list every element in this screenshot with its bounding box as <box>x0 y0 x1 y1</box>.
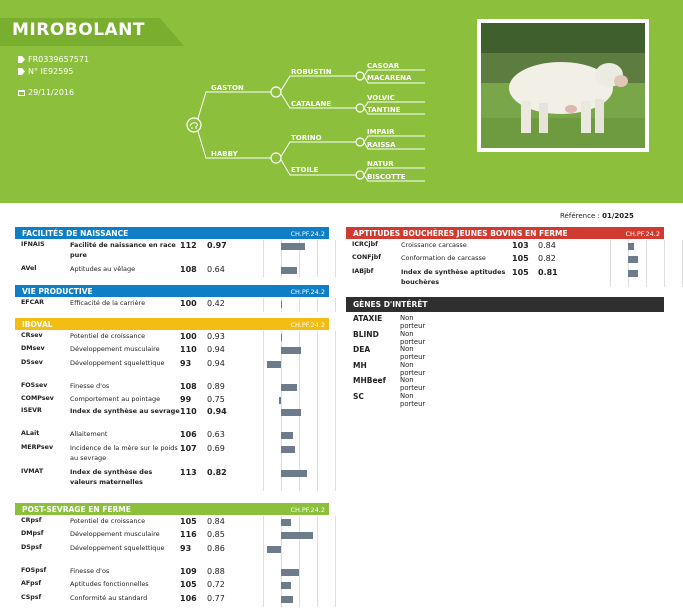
scale-tick <box>335 331 336 344</box>
reference: Référence : 01/2025 <box>560 212 634 220</box>
scale-tick <box>299 443 300 467</box>
index-value: 93 <box>180 544 192 553</box>
scale-tick <box>335 467 336 491</box>
scale-tick <box>317 516 318 529</box>
scale-tick <box>299 516 300 529</box>
index-label: Index de synthèse au sevrage <box>70 407 180 415</box>
scale-tick <box>263 394 264 406</box>
scale-tick <box>335 543 336 566</box>
index-label: Comportement au pointage <box>70 395 161 403</box>
index-row <box>15 543 329 566</box>
index-code: CRpsf <box>21 517 42 524</box>
index-value: 108 <box>180 382 197 391</box>
index-value: 105 <box>180 517 197 526</box>
gene-status: Non porteur <box>400 329 426 346</box>
index-bar <box>281 347 301 354</box>
index-code: EFCAR <box>21 299 44 306</box>
index-bar-scale <box>263 298 357 312</box>
index-value: 99 <box>180 395 192 404</box>
index-row <box>15 406 329 429</box>
scale-tick <box>317 543 318 566</box>
scale-tick <box>317 593 318 607</box>
index-row <box>15 429 329 443</box>
index-bar <box>281 301 282 308</box>
index-value: 109 <box>180 567 197 576</box>
index-code: AFpsf <box>21 580 42 587</box>
index-cd: 0.82 <box>538 254 556 263</box>
index-cd: 0.89 <box>207 382 225 391</box>
index-label: Croissance carcasse <box>401 241 467 249</box>
index-bar-scale <box>263 516 357 529</box>
index-value: 113 <box>180 468 197 477</box>
index-label: Index de synthèse des valeurs maternelles <box>70 468 153 486</box>
index-bar-scale <box>263 358 357 381</box>
gene-status: Non porteur <box>400 314 426 330</box>
scale-tick <box>335 429 336 443</box>
scale-tick <box>335 529 336 543</box>
scale-tick <box>335 516 336 529</box>
index-value: 100 <box>180 332 197 341</box>
gene-name: MH <box>353 360 367 370</box>
scale-tick <box>335 579 336 593</box>
pedigree-sire-dam: CATALANE <box>291 100 332 108</box>
scale-tick <box>317 467 318 491</box>
index-bar-scale <box>263 566 357 579</box>
scale-tick <box>263 298 264 312</box>
index-value: 103 <box>512 241 529 250</box>
index-row <box>15 358 329 381</box>
scale-tick <box>317 429 318 443</box>
gene-name: SC <box>353 392 364 401</box>
index-value: 105 <box>512 254 529 263</box>
index-cd: 0.94 <box>207 407 227 416</box>
scale-tick <box>263 381 264 394</box>
index-cd: 0.63 <box>207 430 225 439</box>
index-row <box>15 331 329 344</box>
scale-tick <box>299 566 300 579</box>
index-row <box>346 240 660 253</box>
scale-tick <box>646 267 647 287</box>
index-bar-scale <box>263 406 357 429</box>
index-row <box>15 240 329 264</box>
scale-tick <box>664 240 665 253</box>
scale-tick <box>263 579 264 593</box>
section-vie-header: VIE PRODUCTIVE CH.PF.24.2 <box>15 285 329 297</box>
scale-tick <box>299 429 300 443</box>
index-value: 100 <box>180 299 197 308</box>
index-label: Facilité de naissance en race pure <box>70 241 176 259</box>
index-bar-scale <box>263 394 357 406</box>
index-value: 112 <box>180 241 197 250</box>
scale-tick <box>263 240 264 264</box>
index-bar <box>281 409 301 416</box>
index-value: 106 <box>180 594 197 603</box>
scale-tick <box>299 394 300 406</box>
pedigree-sire-sire: ROBUSTIN <box>291 68 332 76</box>
index-row <box>15 529 329 543</box>
index-cd: 0.94 <box>207 359 225 368</box>
index-bar-scale <box>263 429 357 443</box>
index-cd: 0.69 <box>207 444 225 453</box>
index-code: ICRCjbf <box>352 241 378 248</box>
index-row <box>15 593 329 607</box>
index-bar-scale <box>610 240 683 253</box>
section-genes-header: GÈNES D'INTÉRÊT <box>346 297 664 312</box>
index-code: COMPsev <box>21 395 54 402</box>
index-label: Conformation de carcasse <box>401 254 486 262</box>
index-bar <box>281 470 307 477</box>
scale-tick <box>664 267 665 287</box>
gene-name: ATAXIE <box>353 314 383 323</box>
gene-status: Non porteur <box>400 360 426 377</box>
index-bar-scale <box>263 381 357 394</box>
index-bar <box>281 519 291 526</box>
scale-tick <box>263 344 264 358</box>
scale-tick <box>335 358 336 381</box>
scale-tick <box>317 566 318 579</box>
index-label: Développement musculaire <box>70 345 160 353</box>
pedigree-ggp: IMPAIR <box>367 128 395 136</box>
index-bar-scale <box>263 240 357 264</box>
scale-tick <box>263 331 264 344</box>
index-bar <box>281 267 297 274</box>
index-row <box>15 516 329 529</box>
scale-tick <box>317 394 318 406</box>
index-label: Développement squelettique <box>70 544 165 552</box>
index-code: AVel <box>21 265 37 272</box>
index-bar <box>281 532 313 539</box>
index-value: 105 <box>180 580 197 589</box>
section-naissance-header: FACILITÉS DE NAISSANCE CH.PF.24.2 <box>15 227 329 239</box>
scale-tick <box>335 593 336 607</box>
index-code: FOSpsf <box>21 567 47 574</box>
index-label: Développement musculaire <box>70 530 160 538</box>
index-cd: 0.93 <box>207 332 225 341</box>
section-bouch-header: APTITUDES BOUCHÈRES JEUNES BOVINS EN FERME CH.PF.24.2 <box>346 227 664 239</box>
index-bar-scale <box>263 443 357 467</box>
index-label: Incidence de la mère sur le poids au sevrage <box>70 444 178 462</box>
index-bar-scale <box>263 264 357 277</box>
index-row <box>346 267 660 287</box>
pedigree-ggp: VOLVIC <box>367 94 395 102</box>
pedigree-ggp: MACARENA <box>367 74 412 82</box>
scale-tick <box>335 264 336 277</box>
index-label: Développement squelettique <box>70 359 165 367</box>
index-bar <box>281 582 291 589</box>
section-postsevrage-header: POST-SEVRAGE EN FERME CH.PF.24.2 <box>15 503 329 515</box>
index-label: Finesse d'os <box>70 567 110 575</box>
index-code: DMpsf <box>21 530 44 537</box>
index-value: 110 <box>180 407 197 416</box>
scale-tick <box>317 579 318 593</box>
gene-name: MHBeef <box>353 376 386 386</box>
scale-tick <box>263 264 264 277</box>
scale-tick <box>299 543 300 566</box>
index-bar <box>281 243 305 250</box>
scale-tick <box>610 267 611 287</box>
calendar-icon <box>18 89 25 96</box>
section-iboval-header: IBOVAL CH.PF.24.2 <box>15 318 329 330</box>
pedigree-ggp: RAISSA <box>367 141 396 149</box>
index-row <box>15 443 329 467</box>
herdbook-number: N° IE92595 <box>18 67 73 76</box>
scale-tick <box>646 240 647 253</box>
index-cd: 0.75 <box>207 395 225 404</box>
scale-tick <box>263 593 264 607</box>
index-cd: 0.82 <box>207 468 227 477</box>
index-cd: 0.84 <box>207 517 225 526</box>
index-bar <box>628 270 638 277</box>
index-bar-scale <box>263 331 357 344</box>
pedigree-ggp: BISCOTTE <box>367 173 406 181</box>
scale-tick <box>299 331 300 344</box>
index-code: IVMAT <box>21 468 44 475</box>
index-value: 108 <box>180 265 197 274</box>
scale-tick <box>317 298 318 312</box>
index-code: MERPsev <box>21 444 54 451</box>
index-bar <box>628 243 634 250</box>
scale-tick <box>610 253 611 267</box>
scale-tick <box>317 264 318 277</box>
index-bar-scale <box>263 529 357 543</box>
scale-tick <box>263 566 264 579</box>
index-label: Potentiel de croissance <box>70 517 146 525</box>
scale-tick <box>335 406 336 429</box>
index-code: CONFjbf <box>352 254 381 261</box>
index-bar-scale <box>263 593 357 607</box>
index-label: Aptitudes fonctionnelles <box>70 580 149 588</box>
scale-tick <box>299 264 300 277</box>
index-label: Efficacité de la carrière <box>70 299 146 307</box>
scale-tick <box>335 443 336 467</box>
scale-tick <box>317 344 318 358</box>
index-bar <box>281 334 282 341</box>
scale-tick <box>299 593 300 607</box>
index-bar <box>281 384 297 391</box>
index-bar <box>628 256 638 263</box>
index-code: IFNAIS <box>21 241 45 248</box>
scale-tick <box>646 253 647 267</box>
bull-photo <box>481 23 645 148</box>
tag-icon <box>18 68 25 75</box>
index-bar-scale <box>263 579 357 593</box>
scale-tick <box>335 240 336 264</box>
index-code: CRsev <box>21 332 43 339</box>
index-code: DMsev <box>21 345 45 352</box>
index-bar-scale <box>263 543 357 566</box>
animal-name: MIROBOLANT <box>12 20 146 40</box>
scale-tick <box>299 358 300 381</box>
index-bar <box>279 397 281 404</box>
gene-status: Non porteur <box>400 392 426 408</box>
index-cd: 0.86 <box>207 544 225 553</box>
index-bar-scale <box>610 267 683 287</box>
index-label: Index de synthèse aptitudes bouchères <box>401 268 506 286</box>
index-cd: 0.77 <box>207 594 225 603</box>
index-label: Finesse d'os <box>70 382 110 390</box>
index-bar <box>281 569 299 576</box>
scale-tick <box>263 429 264 443</box>
index-code: ISEVR <box>21 407 42 414</box>
index-cd: 0.85 <box>207 530 225 539</box>
index-code: ALait <box>21 430 40 437</box>
tag-icon <box>18 56 25 63</box>
scale-tick <box>299 381 300 394</box>
index-row <box>15 566 329 579</box>
scale-tick <box>317 240 318 264</box>
birth-date: 29/11/2016 <box>18 88 74 97</box>
scale-tick <box>299 579 300 593</box>
index-label: Allaitement <box>70 430 108 438</box>
index-value: 105 <box>512 268 529 277</box>
gene-name: BLIND <box>353 329 379 339</box>
index-row <box>15 467 329 491</box>
gene-name: DEA <box>353 345 371 355</box>
index-cd: 0.64 <box>207 265 225 274</box>
scale-tick <box>317 406 318 429</box>
pedigree-ggp: CASOAR <box>367 62 400 70</box>
index-label: Potentiel de croissance <box>70 332 146 340</box>
scale-tick <box>281 543 282 566</box>
index-row <box>15 579 329 593</box>
scale-tick <box>317 529 318 543</box>
index-value: 107 <box>180 444 197 453</box>
national-id: FR0339657571 <box>18 55 89 64</box>
index-bar <box>281 446 295 453</box>
index-row <box>15 298 329 312</box>
scale-tick <box>317 358 318 381</box>
pedigree-sire: GASTON <box>211 84 244 92</box>
index-label: Aptitudes au vêlage <box>70 265 136 273</box>
scale-tick <box>335 566 336 579</box>
scale-tick <box>263 467 264 491</box>
index-bar-scale <box>263 344 357 358</box>
index-code: CSpsf <box>21 594 42 601</box>
index-bar-scale <box>263 467 357 491</box>
scale-tick <box>664 253 665 267</box>
index-row <box>15 381 329 394</box>
index-cd: 0.94 <box>207 345 225 354</box>
index-cd: 0.42 <box>207 299 225 308</box>
scale-tick <box>335 344 336 358</box>
scale-tick <box>281 394 282 406</box>
index-row <box>15 394 329 406</box>
scale-tick <box>317 443 318 467</box>
scale-tick <box>263 543 264 566</box>
scale-tick <box>263 406 264 429</box>
pedigree-dam-sire: TORINO <box>291 134 322 142</box>
pedigree-dam-dam: ETOILE <box>291 166 319 174</box>
scale-tick <box>263 529 264 543</box>
index-value: 106 <box>180 430 197 439</box>
scale-tick <box>610 240 611 253</box>
index-row <box>346 253 660 267</box>
scale-tick <box>335 394 336 406</box>
scale-tick <box>263 358 264 381</box>
index-cd: 0.72 <box>207 580 225 589</box>
index-code: DSsev <box>21 359 43 366</box>
index-bar <box>267 546 281 553</box>
scale-tick <box>335 381 336 394</box>
index-bar <box>267 361 281 368</box>
index-row <box>15 264 329 277</box>
gene-status: Non porteur <box>400 376 426 393</box>
index-cd: 0.84 <box>538 241 556 250</box>
pedigree-ggp: TANTINE <box>367 106 401 114</box>
scale-tick <box>317 381 318 394</box>
index-bar <box>281 432 293 439</box>
scale-tick <box>263 443 264 467</box>
index-code: IABjbf <box>352 268 374 275</box>
index-bar-scale <box>610 253 683 267</box>
scale-tick <box>335 298 336 312</box>
index-cd: 0.88 <box>207 567 225 576</box>
pedigree-dam: HABBY <box>211 150 238 158</box>
scale-tick <box>281 358 282 381</box>
scale-tick <box>299 298 300 312</box>
index-row <box>15 344 329 358</box>
index-code: FOSsev <box>21 382 48 389</box>
scale-tick <box>263 516 264 529</box>
gene-status: Non porteur <box>400 345 426 362</box>
index-bar <box>281 596 293 603</box>
index-value: 93 <box>180 359 192 368</box>
index-cd: 0.97 <box>207 241 227 250</box>
index-cd: 0.81 <box>538 268 558 277</box>
index-label: Conformité au standard <box>70 594 148 602</box>
index-code: DSpsf <box>21 544 42 551</box>
index-value: 116 <box>180 530 197 539</box>
index-value: 110 <box>180 345 197 354</box>
scale-tick <box>317 331 318 344</box>
pedigree-ggp: NATUR <box>367 160 394 168</box>
